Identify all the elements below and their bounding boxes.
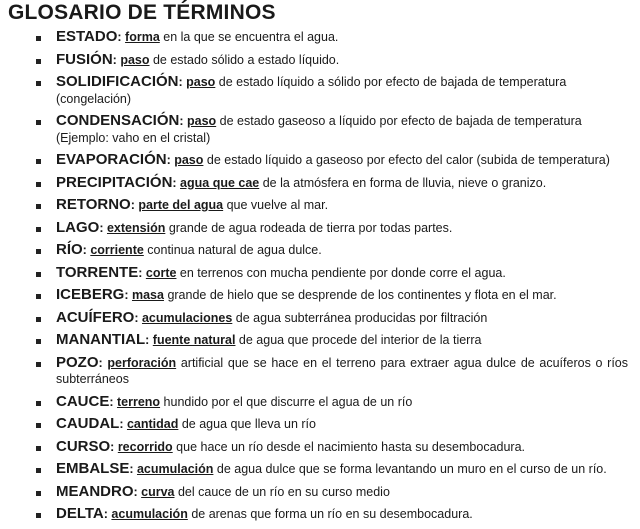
glossary-definition: de agua dulce que se forma levantando un muro en el curso de un río. [213,462,607,476]
glossary-keyword: acumulación [111,507,188,521]
glossary-term: EVAPORACIÓN [56,151,167,168]
glossary-term: CAUDAL [56,415,120,432]
glossary-definition: de arenas que forma un río en su desembocadura. [187,507,473,521]
glossary-keyword: agua que cae [180,175,260,190]
glossary-entry: DELTA: acumulación de arenas que forma un río en su desembocadura. [34,506,628,523]
glossary-definition: hundido por el que discurre el agua de un río [160,394,413,409]
glossary-term: SOLIDIFICACIÓN [56,73,179,90]
glossary-entry: POZO: perforación artificial que se hace en el terreno para extraer agua dulce de acuíferos o ríos subterráneos [34,355,628,388]
glossary-entry: CAUDAL: cantidad de agua que lleva un río [34,416,628,433]
glossary-entry: PRECIPITACIÓN: agua que cae de la atmósfera en forma de lluvia, nieve o granizo. [34,175,628,192]
glossary-entry: RÍO: corriente continua natural de agua dulce. [34,242,628,259]
glossary-definition: de estado líquido a sólido por efecto de bajada de temperatura [215,75,567,89]
glossary-term: RETORNO [56,196,131,213]
glossary-note: (congelación) [56,91,132,106]
glossary-keyword: forma [125,30,160,44]
glossary-definition: que hace un río desde el nacimiento hasta su desembocadura. [172,439,526,454]
glossary-keyword: paso [186,75,216,89]
glossary-entry: ICEBERG: masa grande de hielo que se desprende de los continentes y flota en el mar. [34,287,628,304]
glossary-entry: TORRENTE: corte en terrenos con mucha pendiente por donde corre el agua. [34,265,628,282]
glossary-keyword: paso [186,114,217,128]
glossary-keyword: paso [120,52,150,67]
page-title: GLOSARIO DE TÉRMINOS [8,1,276,24]
glossary-term: ACUÍFERO [56,308,135,326]
glossary-definition: continua natural de agua dulce. [143,243,322,257]
glossary-keyword: acumulaciones [141,310,233,325]
glossary-term: EMBALSE [56,460,130,477]
glossary-entry: SOLIDIFICACIÓN: paso de estado líquido a sólido por efecto de bajada de temperatura (congelación) [34,74,628,107]
glossary-entry: FUSIÓN: paso de estado sólido a estado líquido. [34,52,628,69]
glossary-definition: que vuelve al mar. [223,198,329,212]
glossary-term: CONDENSACIÓN [56,112,180,129]
glossary-entry: EVAPORACIÓN: paso de estado líquido a gaseoso por efecto del calor (subida de temperatura) [34,152,628,169]
glossary-entry: LAGO: extensión grande de agua rodeada de tierra por todas partes. [34,220,628,237]
glossary-definition: en terrenos con mucha pendiente por donde corre el agua. [176,265,506,280]
glossary-term: LAGO [56,218,100,236]
glossary-term: ESTADO [56,28,118,45]
glossary-note: (Ejemplo: vaho en el cristal) [56,130,211,145]
glossary-keyword: extensión [106,220,166,235]
glossary-term: RÍO [56,241,83,258]
glossary-keyword: fuente natural [152,333,236,347]
glossary-definition: de agua que procede del interior de la tierra [235,333,482,347]
glossary-entry: EMBALSE: acumulación de agua dulce que se forma levantando un muro en el curso de un río. [34,461,628,478]
glossary-definition: grande de agua rodeada de tierra por todas partes. [165,220,453,235]
glossary-definition: de agua que lleva un río [178,417,316,431]
glossary-keyword: recorrido [117,439,173,454]
glossary-keyword: corriente [90,243,144,257]
glossary-term: PRECIPITACIÓN [56,173,173,191]
glossary-list [34,29,628,529]
glossary-definition: de agua subterránea producidas por filtración [232,310,488,325]
glossary-term: FUSIÓN [56,50,113,68]
glossary-entry: CAUCE: terreno hundido por el que discurre el agua de un río [34,394,628,411]
glossary-term: TORRENTE [56,263,139,281]
glossary-entry: CURSO: recorrido que hace un río desde el nacimiento hasta su desembocadura. [34,439,628,456]
glossary-keyword: curva [141,484,175,499]
glossary-term: CURSO [56,437,111,455]
glossary-entry: MANANTIAL: fuente natural de agua que procede del interior de la tierra [34,332,628,349]
glossary-keyword: corte [145,265,177,280]
glossary-definition: grande de hielo que se desprende de los continentes y flota en el mar. [163,288,557,302]
glossary-definition: de la atmósfera en forma de lluvia, nieve o granizo. [259,175,547,190]
glossary-keyword: perforación [107,355,177,370]
glossary-term: ICEBERG [56,286,125,303]
glossary-entry: MEANDRO: curva del cauce de un río en su curso medio [34,484,628,501]
glossary-definition: artificial que se hace en el terreno para extraer agua dulce de acuíferos o ríos subterráneos [56,355,628,386]
glossary-entry: ACUÍFERO: acumulaciones de agua subterránea producidas por filtración [34,310,628,327]
glossary-definition: de estado gaseoso a líquido por efecto de bajada de temperatura [216,114,582,128]
glossary-keyword: masa [131,288,164,302]
glossary-term: MANANTIAL [56,331,146,348]
glossary-keyword: parte del agua [138,198,224,212]
glossary-definition: de estado sólido a estado líquido. [149,52,340,67]
glossary-definition: del cauce de un río en su curso medio [174,484,390,499]
glossary-definition: de estado líquido a gaseoso por efecto del calor (subida de temperatura) [203,153,610,167]
glossary-keyword: terreno [116,394,161,409]
glossary-entry: CONDENSACIÓN: paso de estado gaseoso a líquido por efecto de bajada de temperatura (Ejemplo: vaho en el cristal) [34,113,628,146]
glossary-term: CAUCE [56,392,110,410]
glossary-term: DELTA [56,505,104,522]
glossary-keyword: paso [174,153,204,167]
glossary-term: MEANDRO [56,482,134,500]
glossary-entry: RETORNO: parte del agua que vuelve al mar. [34,197,628,214]
glossary-keyword: cantidad [126,417,179,431]
glossary-term: POZO [56,353,99,371]
glossary-entry: ESTADO: forma en la que se encuentra el agua. [34,29,628,46]
glossary-keyword: acumulación [136,462,214,476]
glossary-definition: en la que se encuentra el agua. [159,30,339,44]
